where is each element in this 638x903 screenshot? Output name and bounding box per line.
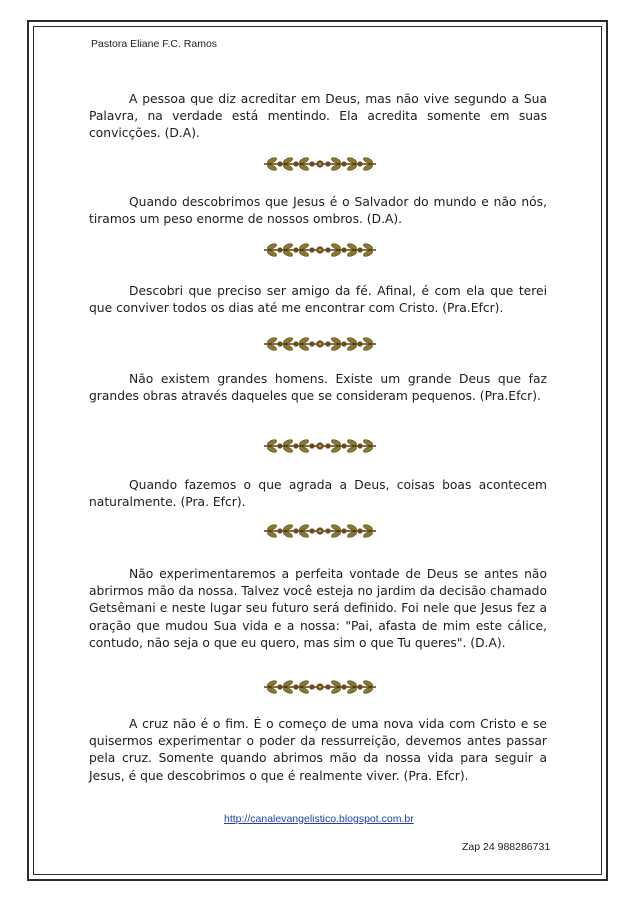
laurel-divider-icon	[260, 437, 380, 455]
laurel-divider-icon	[260, 155, 380, 173]
quote-paragraph: A pessoa que diz acreditar em Deus, mas não vive segundo a Sua Palavra, na verdade está mentindo. Ela acredita somente em suas convicções. (D.A).	[89, 92, 547, 141]
laurel-divider-icon	[260, 335, 380, 353]
quote-paragraph: Não existem grandes homens. Existe um grande Deus que faz grandes obras através daqueles que se consideram pequenos. (Pra.Efcr).	[89, 372, 547, 404]
quote-paragraph: Quando fazemos o que agrada a Deus, coisas boas acontecem naturalmente. (Pra. Efcr).	[89, 478, 547, 510]
contact-phone: Zap 24 988286731	[462, 841, 551, 853]
laurel-divider-icon	[260, 241, 380, 259]
quote-paragraph: A cruz não é o fim. É o começo de uma nova vida com Cristo e se quisermos experimentar o poder da ressurreição, devemos antes passar pela cruz. Somente quando abrimos mão da nossa vida para seguir a Jesus, é que descobrimos o que é realmente viver. (Pra. Efcr).	[89, 717, 547, 783]
quote-paragraph: Não experimentaremos a perfeita vontade de Deus se antes não abrirmos mão da nossa. Talvez você esteja no jardim da decisão chamado Getsêmani e neste lugar seu futuro será definido. Foi nele que Jesus fez a oração que mudou Sua vida e a nossa: "Pai, afasta de mim este cálice, contudo, não seja o que eu quero, mas sim o que Tu queres". (D.A).	[89, 567, 547, 650]
quote-paragraph: Quando descobrimos que Jesus é o Salvador do mundo e não nós, tiramos um peso enorme de nossos ombros. (D.A).	[89, 195, 547, 227]
laurel-divider-icon	[260, 678, 380, 696]
author-header: Pastora Eliane F.C. Ramos	[91, 38, 218, 50]
blog-link[interactable]: http://canalevangelistico.blogspot.com.br	[224, 813, 414, 825]
laurel-divider-icon	[260, 522, 380, 540]
quote-paragraph: Descobri que preciso ser amigo da fé. Afinal, é com ela que terei que conviver todos os dias até me encontrar com Cristo. (Pra.Efcr).	[89, 284, 547, 316]
